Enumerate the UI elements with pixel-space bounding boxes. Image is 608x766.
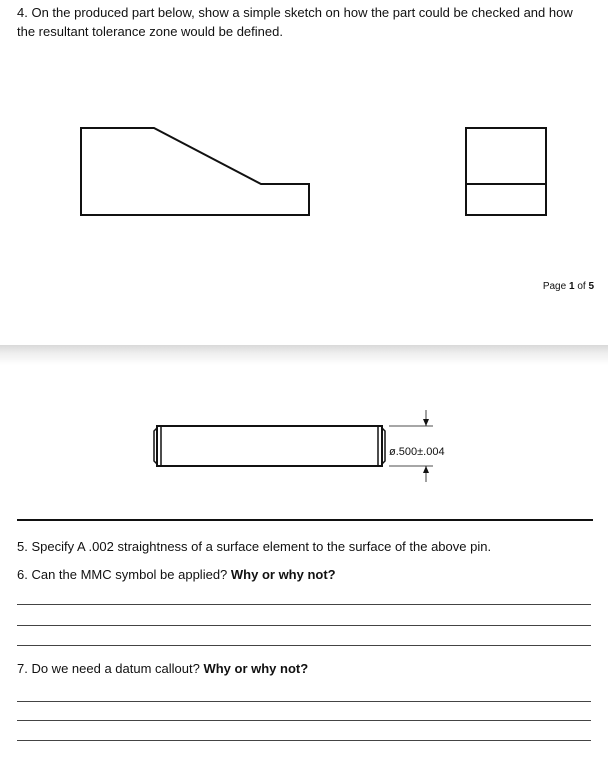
- answer-line-6c[interactable]: [17, 645, 591, 646]
- answer-line-7c[interactable]: [17, 740, 591, 741]
- question-5: 5. Specify A .002 straightness of a surface element to the surface of the above pin.: [17, 539, 492, 554]
- answer-line-7b[interactable]: [17, 720, 591, 721]
- answer-line-7a[interactable]: [17, 701, 591, 702]
- section-divider: [17, 519, 593, 521]
- question-4: 4. On the produced part below, show a simple sketch on how the part could be checked and how the resultant tolerance zone would be defined.: [17, 5, 573, 39]
- page-indicator: Page 1 of 5: [542, 281, 594, 292]
- pin-diameter-dimension: ø.500±.004: [389, 446, 445, 458]
- answer-line-6a[interactable]: [17, 604, 591, 605]
- question-7: 7. Do we need a datum callout? Why or why not?: [17, 661, 309, 676]
- answer-line-6b[interactable]: [17, 625, 591, 626]
- question-6: 6. Can the MMC symbol be applied? Why or why not?: [17, 567, 336, 582]
